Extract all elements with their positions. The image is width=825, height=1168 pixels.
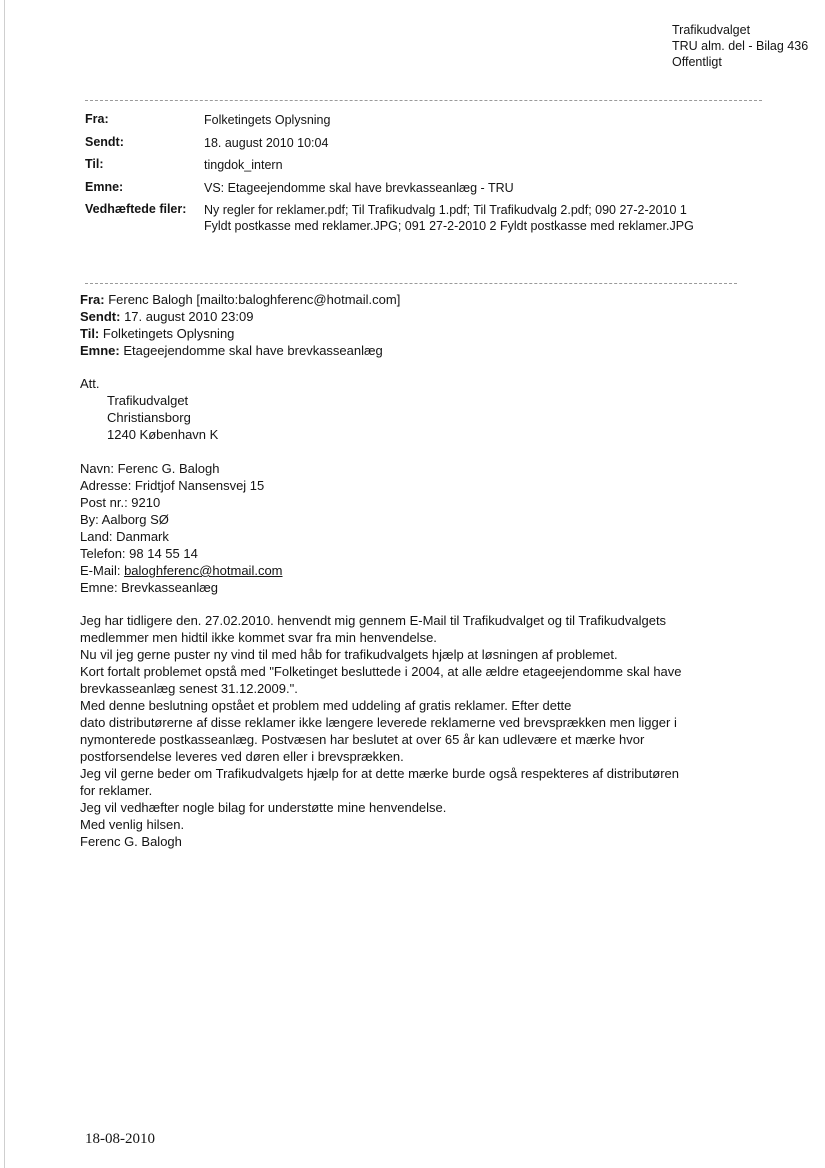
attachment-line: Fyldt postkasse med reklamer.JPG; 091 27-2-2010 2 Fyldt postkasse med reklamer.JPG <box>204 219 694 233</box>
contact-subject: Emne: Brevkasseanlæg <box>80 580 219 595</box>
header-value <box>204 112 784 128</box>
signature: Ferenc G. Balogh <box>80 834 182 849</box>
header-row-to <box>85 157 785 180</box>
contact-line: Adresse: Fridtjof Nansensvej 15 <box>80 478 265 493</box>
contact-line: Land: Danmark <box>80 529 169 544</box>
forward-divider <box>85 283 737 284</box>
forwarded-to: Til: Folketingets Oplysning <box>80 326 235 341</box>
att-block <box>80 375 218 443</box>
message-line: Jeg vil vedhæfter nogle bilag for understøtte mine henvendelse. <box>80 800 447 815</box>
contact-line: Telefon: 98 14 55 14 <box>80 546 198 561</box>
message-line: Med venlig hilsen. <box>80 817 185 832</box>
contact-line: By: Aalborg SØ <box>80 512 169 527</box>
message-line: medlemmer men hidtil ikke kommet svar fra min henvendelse. <box>80 630 437 645</box>
header-label: Emne: <box>85 179 124 194</box>
header-value-line: VS: Etageejendomme skal have brevkasseanlæg - TRU <box>204 180 514 195</box>
contact-block <box>80 460 283 596</box>
address-line: Trafikudvalget <box>107 393 189 408</box>
message-line: Kort fortalt problemet opstå med "Folketinget besluttede i 2004, at alle ældre etageejendomme skal have <box>80 664 682 679</box>
message-line: dato distributørerne af disse reklamer ikke længere leverede reklamerne ved brevsprækken men ligger i <box>80 715 677 730</box>
message-line: Med denne beslutning opstået et problem med uddeling af gratis reklamer. Efter dette <box>80 698 572 713</box>
header-value-line: Folketingets Oplysning <box>204 113 331 127</box>
attachment-line: Ny regler for reklamer.pdf; Til Trafikudvalg 1.pdf; Til Trafikudvalg 2.pdf; 090 27-2-2010 1 <box>204 203 687 217</box>
message-line: for reklamer. <box>80 783 153 798</box>
outer-email-header <box>85 112 785 236</box>
message-line: Jeg har tidligere den. 27.02.2010. henvendt mig gennem E-Mail til Trafikudvalget og til Trafikudvalgets <box>80 613 667 628</box>
forwarded-header <box>80 291 400 359</box>
document-stamp <box>672 22 808 70</box>
contact-line: Navn: Ferenc G. Balogh <box>80 461 220 476</box>
address-line: Christiansborg <box>107 410 191 425</box>
header-label: Til: <box>85 157 104 171</box>
header-value <box>204 202 784 234</box>
message-line: nymonterede postkasseanlæg. Postvæsen har beslutet at over 65 år kan udlevære et mærke hvor <box>80 732 645 747</box>
header-value-line: 18. august 2010 10:04 <box>204 135 329 150</box>
address-line: 1240 København K <box>107 427 219 442</box>
header-value <box>204 157 784 173</box>
contact-email: E-Mail: baloghferenc@hotmail.com <box>80 563 283 578</box>
header-label: Sendt: <box>85 134 124 149</box>
message-line: Nu vil jeg gerne puster ny vind til med håb for trafikudvalgets hjælp at løsningen af problemet. <box>80 647 618 662</box>
stamp-line: Trafikudvalget <box>672 23 751 37</box>
header-value-line: tingdok_intern <box>204 158 283 172</box>
forwarded-sent: Sendt: 17. august 2010 23:09 <box>80 309 254 324</box>
contact-line: Post nr.: 9210 <box>80 495 161 510</box>
email-link[interactable]: baloghferenc@hotmail.com <box>124 563 283 578</box>
header-row-subject <box>85 180 785 203</box>
footer-date: 18-08-2010 <box>85 1131 155 1147</box>
message-body <box>80 612 682 850</box>
header-label: Vedhæftede filer: <box>85 202 187 216</box>
top-divider <box>85 100 762 101</box>
header-label: Fra: <box>85 112 109 126</box>
header-row-sent <box>85 135 785 158</box>
att-label: Att. <box>80 376 100 391</box>
forwarded-from: Fra: Ferenc Balogh [mailto:baloghferenc@hotmail.com] <box>80 292 401 307</box>
header-value <box>204 180 784 196</box>
message-line: brevkasseanlæg senest 31.12.2009.". <box>80 681 298 696</box>
header-value <box>204 135 784 151</box>
forwarded-subject: Emne: Etageejendomme skal have brevkasseanlæg <box>80 343 383 358</box>
header-row-attachments <box>85 202 785 236</box>
message-line: postforsendelse leveres ved døren eller i brevsprækken. <box>80 749 404 764</box>
stamp-line: Offentligt <box>672 55 722 69</box>
stamp-line: TRU alm. del - Bilag 436 <box>672 39 809 53</box>
message-line: Jeg vil gerne beder om Trafikudvalgets hjælp for at dette mærke burde også respekteres af distributøren <box>80 766 680 781</box>
header-row-from <box>85 112 785 135</box>
scan-edge-line <box>4 0 5 1168</box>
